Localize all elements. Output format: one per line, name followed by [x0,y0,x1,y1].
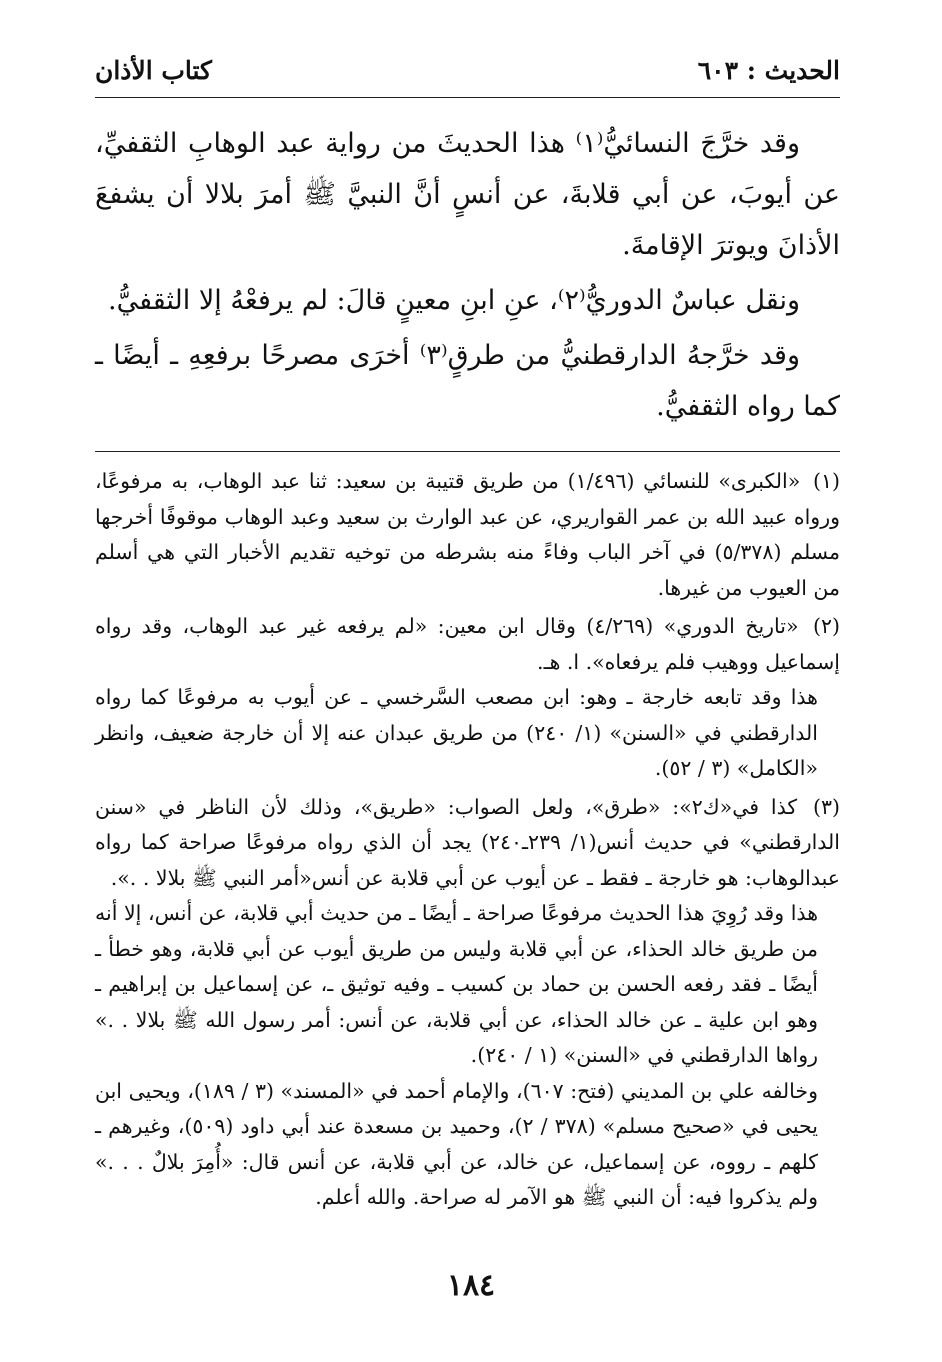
footnote-text: هذا وقد تابعه خارجة ـ وهو: ابن مصعب السَّرخسي ـ عن أيوب به مرفوعًا كما رواه الدارقطني في «السنن» (١/ ٢٤٠) من طريق عبدان عنه إلا أن خارجة ضعيف، وانظر «الكامل» (٣ / ٥٢). [95,685,818,780]
footnote-number: (٢) [812,614,840,638]
running-header [95,56,840,96]
footnote-text: وخالفه علي بن المديني (فتح: ٦٠٧)، والإمام أحمد في «المسند» (٣ / ١٨٩)، ويحيى ابن يحيى في «صحيح مسلم» (٣٧٨ / ٢)، وحميد بن مسعدة عند أبي داود (٥٠٩)، وغيرهم ـ كلهم ـ رووه، عن إسماعيل، عن خالد، عن أبي قلابة، عن أنس قال: «أُمِرَ بلالٌ . . .» ولم يذكروا فيه: أن النبي ﷺ هو الآمر له صراحة. والله أعلم. [95,1078,819,1209]
footnote-text: كذا في«ك٢»: «طرق»، ولعل الصواب: «طريق»، وذلك لأن الناظر في «سنن الدارقطني» في حديث أنس(١/ ٢٣٩ـ٢٤٠) يجد أن الذي رواه مرفوعًا صراحة كما رواه عبدالوهاب: هو خارجة ـ فقط ـ عن أيوب عن أبي قلابة عن أنس«أمر النبي ﷺ بلالا . .». [95,794,841,890]
book-title: كتاب الأذان [95,56,212,85]
hadith-number-label: الحديث : ٦٠٣ [697,56,840,85]
footnotes [95,464,840,1216]
footnote-2 [95,609,840,680]
footnote-1 [95,464,840,606]
main-paragraph: وقد خرَّجهُ الدارقطنيُّ من طرقٍ⁽٣⁾ أخرَى مصرحًا برفعِهِ ـ أيضًا ـ كما رواه الثقفيُّ. [95,340,840,422]
footnote-text: هذا وقد رُوِيَ هذا الحديث مرفوعًا صراحة ـ أيضًا ـ من حديث أبي قلابة، عن أنس، إلا أنه من طريق خالد الحذاء، عن أبي قلابة وليس من طريق أيوب عن أبي قلابة، وهو خطأ ـ أيضًا ـ فقد رفعه الحسن بن حماد بن كسيب ـ وفيه توثيق ـ، عن إسماعيل بن إبراهيم ـ وهو ابن علية ـ عن خالد الحذاء، عن أبي قلابة، عن أنس: أمر رسول الله ﷺ بلالا . .» رواها الدارقطني في «السنن» (١ / ٢٤٠). [95,901,818,1067]
main-text [95,118,840,432]
footnote-number: (١) [812,469,840,493]
page-number: ١٨٤ [446,1268,496,1303]
footnote-text: «تاريخ الدوري» (٤/٢٦٩) وقال ابن معين: «لم يرفعه غير عبد الوهاب، وقد رواه إسماعيل ووهيب فلم يرفعاه». ا. هـ. [95,614,840,674]
footnote-3 [95,790,840,897]
footnote-separator [95,451,840,452]
footnote-number: (٣) [812,794,840,819]
header-rule [95,97,840,98]
main-paragraph: ونقل عباسٌ الدوريُّ⁽٢⁾، عنِ ابنِ معينٍ قالَ: لم يرفعْهُ إلا الثقفيُّ. [108,285,800,316]
footnote-text: «الكبرى» للنسائي (١/٤٩٦) من طريق قتيبة بن سعيد: ثنا عبد الوهاب، به مرفوعًا، ورواه عبيد الله بن عمر القواريري، عن عبد الوارث بن سعيد وعبد الوهاب موقوفًا أخرجها مسلم (٥/٣٧٨) في آخر الباب وفاءً منه بشرطه من توخيه تقديم الأخبار التي هي أسلم من العيوب من غيرها. [95,469,840,600]
main-paragraph: وقد خرَّجَ النسائيُّ⁽١⁾ هذا الحديثَ من رواية عبد الوهابِ الثقفيِّ، عن أيوبَ، عن أبي قلابةَ، عن أنسٍ أنَّ النبيَّ ﷺ أمرَ بلالا أن يشفعَ الأذانَ ويوترَ الإقامةَ. [95,128,840,261]
